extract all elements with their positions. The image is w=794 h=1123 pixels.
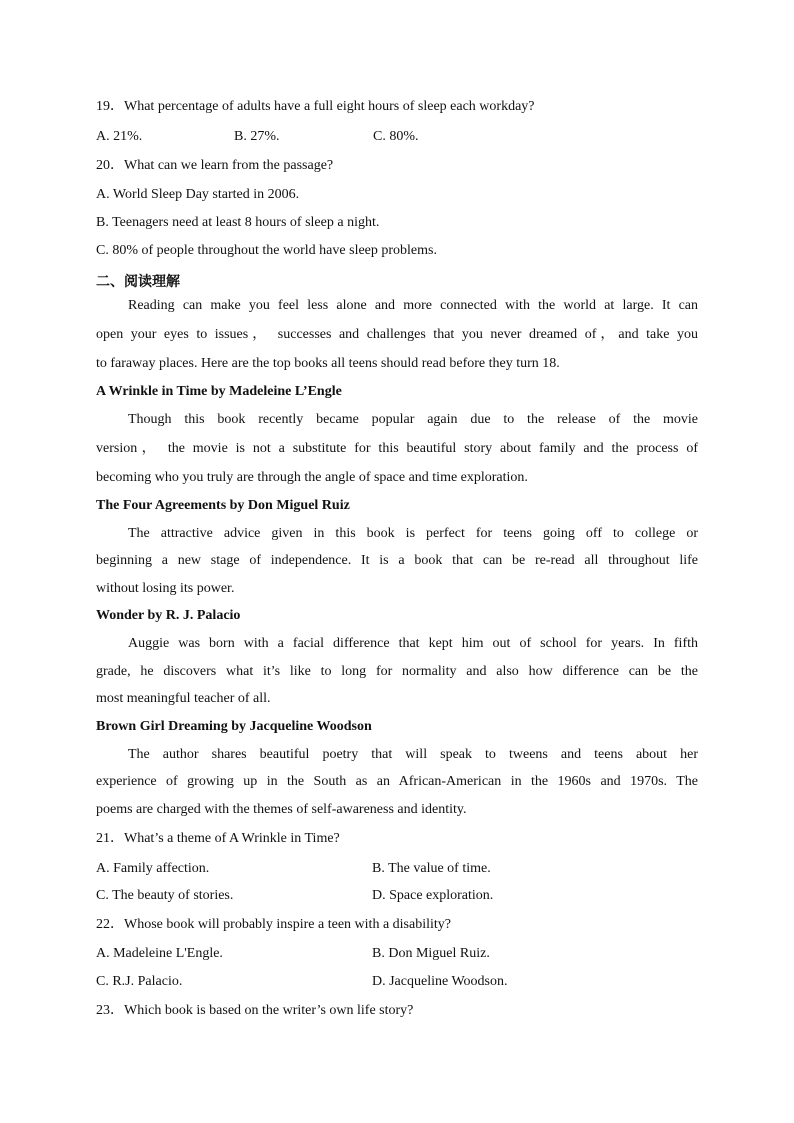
- q19-option-a: A. 21%.: [96, 129, 143, 144]
- book-paragraph-line: beginning a new stage of independence. It is a book that can be re-read all throughout life: [96, 553, 698, 568]
- q21-option-a: A. Family affection.: [96, 861, 210, 876]
- q20-option-a: A. World Sleep Day started in 2006.: [96, 187, 300, 202]
- book-paragraph-line: becoming who you truly are through the angle of space and time exploration.: [96, 470, 528, 485]
- question-19-stem: 19．What percentage of adults have a full eight hours of sleep each workday?: [96, 99, 535, 114]
- q19-option-b: B. 27%.: [234, 129, 280, 144]
- q21-option-d: D. Space exploration.: [372, 888, 494, 903]
- question-23-stem: 23．Which book is based on the writer’s own life story?: [96, 1003, 414, 1018]
- intro-line-1: Reading can make you feel less alone and more connected with the world at large. It can: [128, 298, 698, 313]
- q21-option-c: C. The beauty of stories.: [96, 888, 234, 903]
- book-paragraph-line: most meaningful teacher of all.: [96, 691, 271, 706]
- book-title: The Four Agreements by Don Miguel Ruiz: [96, 498, 350, 513]
- book-paragraph-line: Though this book recently became popular again due to the release of the movie: [128, 412, 698, 427]
- question-20-stem: 20．What can we learn from the passage?: [96, 158, 334, 173]
- book-paragraph-line: The author shares beautiful poetry that will speak to tweens and teens about her: [128, 747, 698, 762]
- book-paragraph-line: grade, he discovers what it’s like to long for normality and also how difference can be the: [96, 664, 698, 679]
- book-paragraph-line: Auggie was born with a facial difference that kept him out of school for years. In fifth: [128, 636, 698, 651]
- q22-option-d: D. Jacqueline Woodson.: [372, 974, 508, 989]
- q20-option-c: C. 80% of people throughout the world have sleep problems.: [96, 243, 437, 258]
- book-title: A Wrinkle in Time by Madeleine L’Engle: [96, 384, 342, 399]
- book-paragraph-line: poems are charged with the themes of self-awareness and identity.: [96, 802, 467, 817]
- book-paragraph-line: The attractive advice given in this book is perfect for teens going off to college or: [128, 526, 698, 541]
- book-title: Wonder by R. J. Palacio: [96, 608, 241, 623]
- q20-option-b: B. Teenagers need at least 8 hours of sleep a night.: [96, 215, 380, 230]
- q19-option-c: C. 80%.: [373, 129, 419, 144]
- q22-option-b: B. Don Miguel Ruiz.: [372, 946, 490, 961]
- intro-line-2: open your eyes to issues， successes and challenges that you never dreamed of，and take you: [96, 327, 698, 342]
- q22-option-c: C. R.J. Palacio.: [96, 974, 183, 989]
- book-paragraph-line: experience of growing up in the South as an African-American in the 1960s and 1970s. The: [96, 774, 698, 789]
- intro-line-3: to faraway places. Here are the top books all teens should read before they turn 18.: [96, 356, 560, 371]
- book-paragraph-line: version， the movie is not a substitute for this beautiful story about family and the process of: [96, 441, 698, 456]
- question-22-stem: 22．Whose book will probably inspire a teen with a disability?: [96, 917, 451, 932]
- book-paragraph-line: without losing its power.: [96, 581, 235, 596]
- book-title: Brown Girl Dreaming by Jacqueline Woodson: [96, 719, 372, 734]
- question-21-stem: 21．What’s a theme of A Wrinkle in Time?: [96, 831, 340, 846]
- q21-option-b: B. The value of time.: [372, 861, 491, 876]
- q22-option-a: A. Madeleine L'Engle.: [96, 946, 223, 961]
- section-title: 二、阅读理解: [96, 274, 180, 290]
